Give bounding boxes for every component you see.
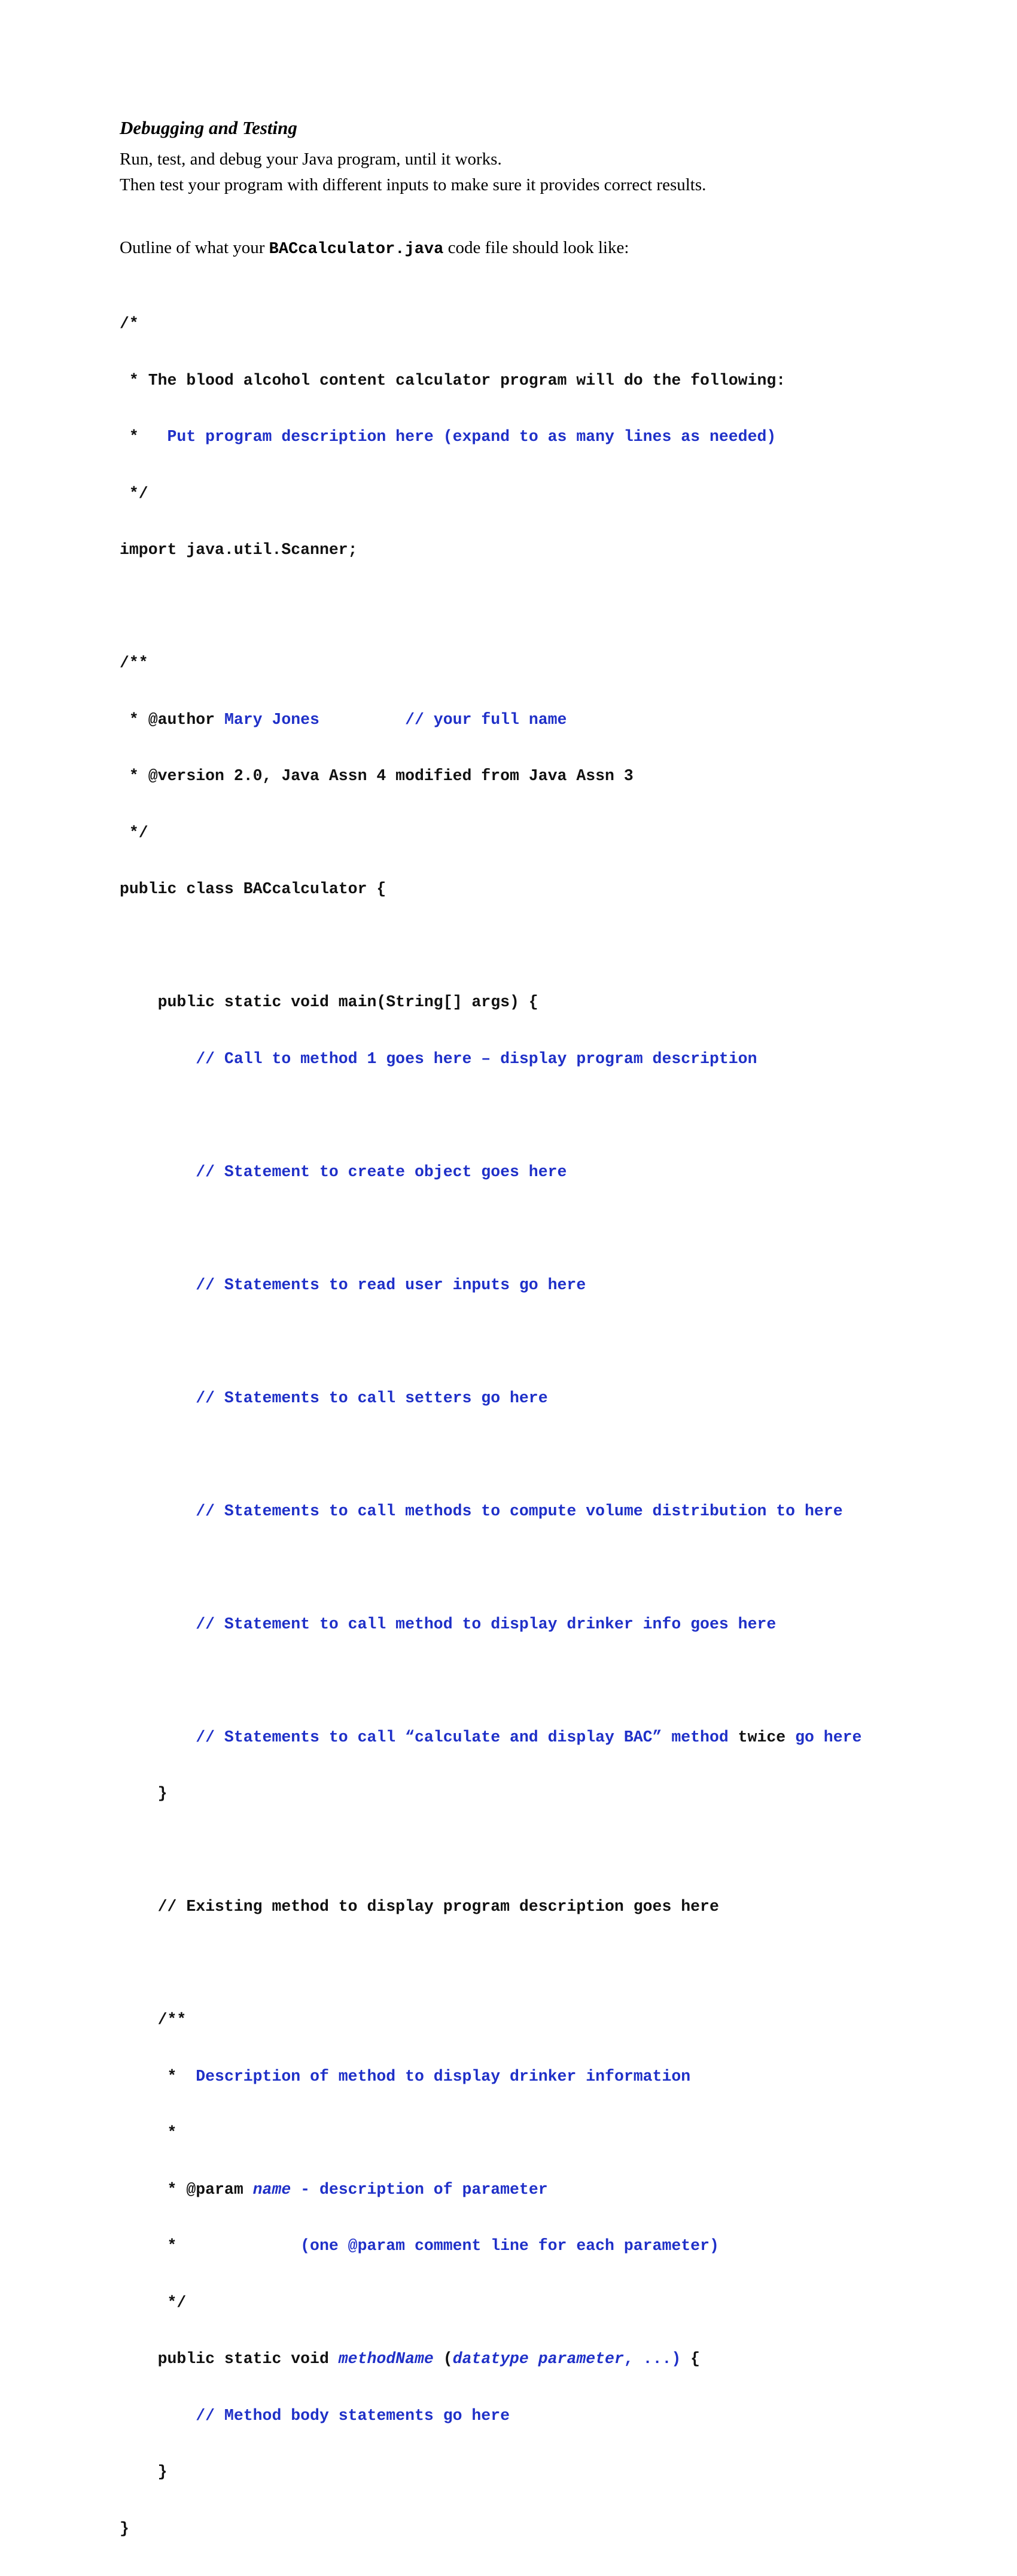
- code-text: (: [433, 2350, 453, 2368]
- code-ellipsis: , ...): [623, 2350, 681, 2368]
- code-line: [120, 2181, 861, 2200]
- code-text: *: [120, 2067, 196, 2085]
- code-line: public static void main(String[] args) {: [120, 993, 538, 1011]
- code-comment: (one @param comment line for each parameter): [176, 2237, 719, 2255]
- paragraph-run-test: Run, test, and debug your Java program, until it works.: [120, 150, 502, 169]
- code-comment-line: // Statements to call methods to compute volume distribution to here: [120, 1502, 843, 1520]
- code-blank-line: [120, 1841, 861, 1861]
- code-datatype-parameter: datatype parameter: [452, 2350, 624, 2368]
- code-line: /**: [120, 2011, 187, 2029]
- code-blank-line: [120, 1332, 861, 1351]
- code-comment-line: // Statements to call setters go here: [120, 1389, 548, 1407]
- code-line: */: [120, 2293, 187, 2312]
- code-comment-line: // Call to method 1 goes here – display program description: [120, 1049, 757, 1068]
- code-text: public static void: [120, 2350, 339, 2368]
- code-comment-line: // Statement to call method to display drinker info goes here: [120, 1615, 777, 1633]
- code-blank-line: [120, 598, 861, 617]
- code-text: {: [681, 2350, 701, 2368]
- code-line: [120, 2237, 861, 2256]
- code-line: public class BACcalculator {: [120, 880, 386, 898]
- code-comment: // Statements to call “calculate and display BAC” method: [120, 1728, 738, 1746]
- code-comment: - description of parameter: [291, 2180, 548, 2199]
- code-comment: go here: [785, 1728, 862, 1746]
- code-text-twice: twice: [738, 1728, 786, 1746]
- code-blank-line: [120, 1219, 861, 1238]
- code-line: }: [120, 2463, 168, 2481]
- code-method-name: methodName: [338, 2350, 434, 2368]
- code-comment-line: // Method body statements go here: [120, 2406, 510, 2425]
- code-line: [120, 428, 861, 447]
- code-line: [120, 2350, 861, 2369]
- code-author-name: Mary Jones: [224, 710, 319, 729]
- code-line: [120, 1728, 861, 1747]
- outline-text-after: code file should look like:: [443, 238, 629, 257]
- code-line: * The blood alcohol content calculator program will do the following:: [120, 371, 786, 389]
- code-param-name: name: [252, 2180, 291, 2199]
- code-blank-line: [120, 1954, 861, 1974]
- code-outline: [120, 277, 861, 2576]
- code-line: *: [120, 2124, 177, 2142]
- code-text: *: [120, 2237, 177, 2255]
- section-heading: Debugging and Testing: [120, 117, 297, 138]
- code-line: [120, 711, 861, 730]
- code-comment-line: // Statements to read user inputs go here: [120, 1275, 586, 1294]
- code-text: *: [120, 428, 168, 446]
- code-blank-line: [120, 1558, 861, 1578]
- outline-filename: BACcalculator.java: [269, 240, 444, 258]
- code-comment-line: // Statement to create object goes here: [120, 1162, 567, 1181]
- code-text: * @author: [120, 710, 224, 729]
- outline-text-before: Outline of what your: [120, 238, 269, 257]
- code-line: }: [120, 1785, 168, 1802]
- code-comment: Description of method to display drinker information: [196, 2067, 691, 2085]
- code-blank-line: [120, 1671, 861, 1691]
- code-line: */: [120, 484, 148, 503]
- code-blank-line: [120, 1106, 861, 1125]
- code-line: * @version 2.0, Java Assn 4 modified from Java Assn 3: [120, 767, 634, 785]
- code-blank-line: [120, 1445, 861, 1464]
- code-line: import java.util.Scanner;: [120, 541, 358, 559]
- code-line: }: [120, 2519, 129, 2538]
- code-blank-line: [120, 937, 861, 956]
- code-line: [120, 2068, 861, 2087]
- code-comment: // your full name: [319, 710, 567, 729]
- code-line: /*: [120, 315, 139, 333]
- code-line: // Existing method to display program description goes here: [120, 1898, 719, 1916]
- code-text: * @param: [120, 2180, 253, 2199]
- code-comment: Put program description here (expand to as many lines as needed): [167, 428, 777, 446]
- code-line: /**: [120, 654, 148, 672]
- paragraph-outline: [120, 238, 629, 258]
- paragraph-test-inputs: Then test your program with different inputs to make sure it provides correct results.: [120, 175, 707, 194]
- code-line: */: [120, 823, 148, 842]
